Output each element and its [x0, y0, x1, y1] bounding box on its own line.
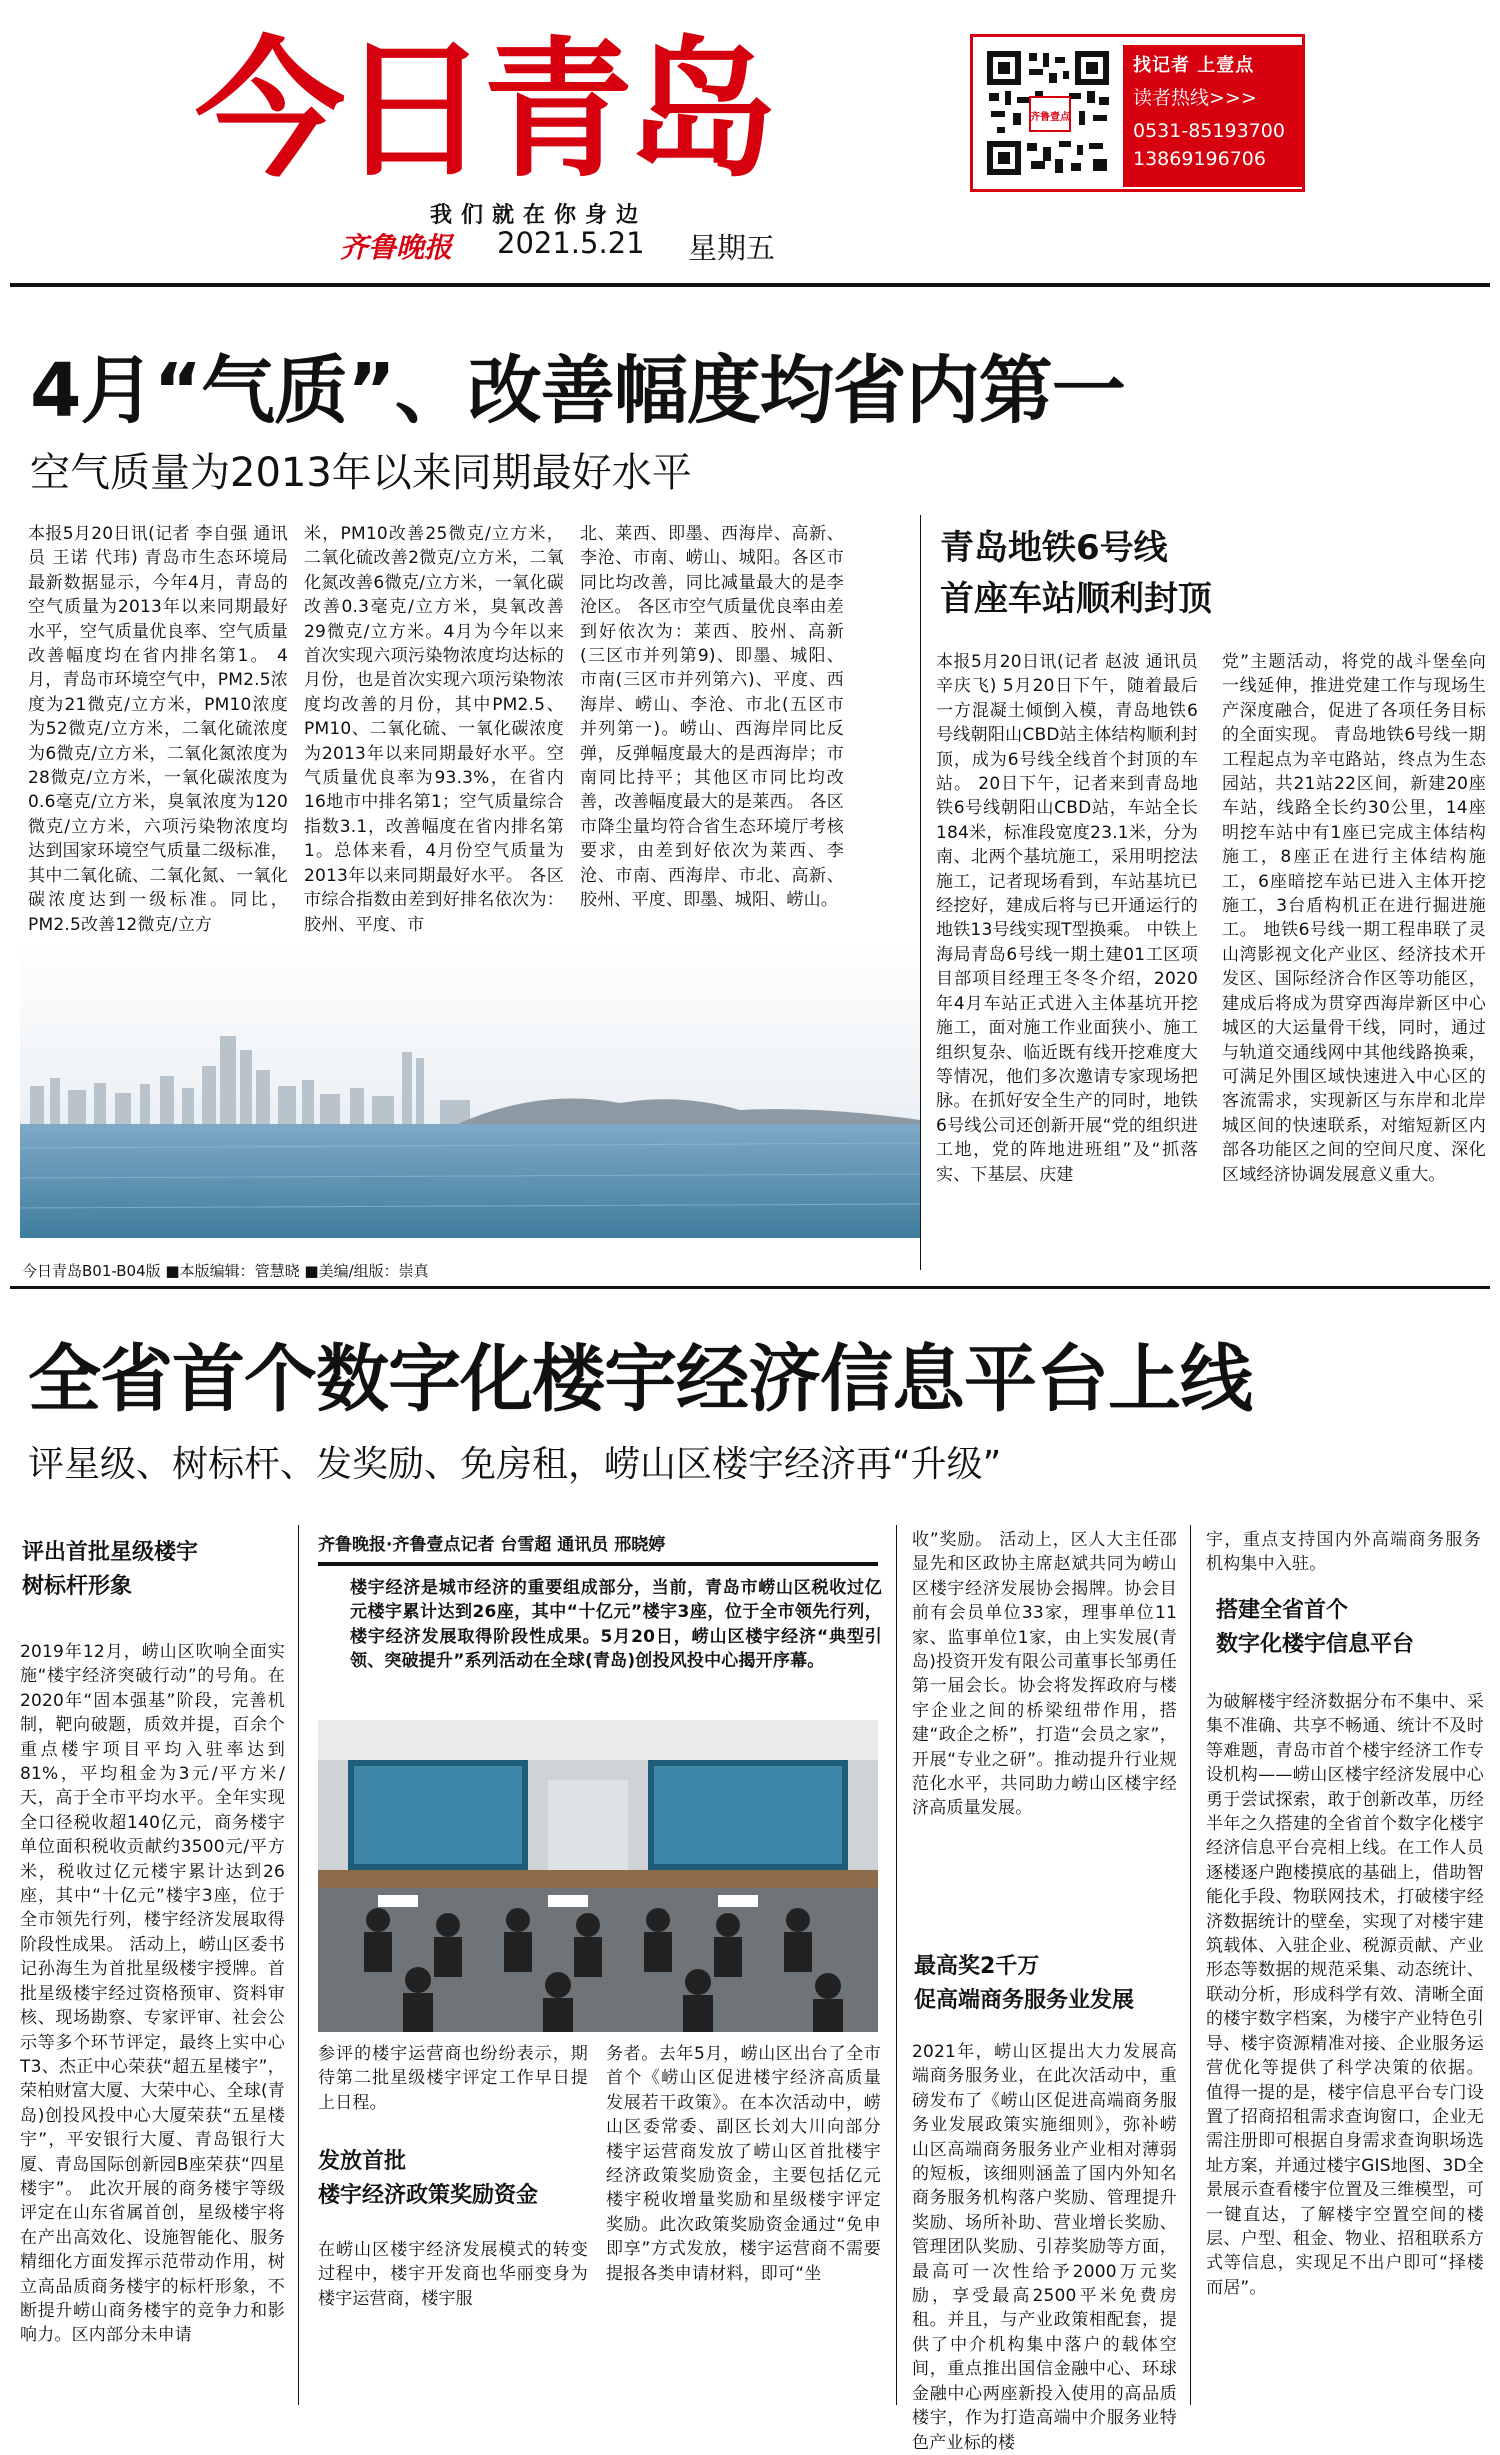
article1-subheadline: 空气质量为2013年以来同期最好水平 [30, 450, 692, 496]
section2-title-line1: 发放首批 [318, 2149, 407, 2174]
section4-title-line2: 数字化楼宇信息平台 [1216, 1632, 1415, 1657]
article1-column-2: 米，PM10改善25微克/立方米，二氧化硫改善2微克/立方米，二氧化氮改善6微克/立方米，一氧化碳改善0.3毫克/立方米，臭氧改善29微克/立方米。4月为今年以来首次实现六项污染物浓度均达标的月份，也是首次实现六项污染物浓度均改善的月份，其中PM2.5、PM10、二氧化硫、一氧化碳浓度为2013年以来同期最好水平。空气质量优良率为93.3%，在省内16地市中排名第1；空气质量综合指数3.1，改善幅度在省内排名第1。总体来看，4月份空气质量为2013年以来同期最好水平。 各区市综合指数由差到好排名依次为：胶州、平度、市 [304, 524, 564, 935]
square-icon: ■ [165, 1262, 180, 1280]
qr-code-icon [983, 47, 1113, 179]
article3-column-2-under-photo: 参评的楼宇运营商也纷纷表示，期待第二批星级楼宇评定工作早日提上日程。 [318, 2044, 588, 2113]
lead-rule [318, 1562, 878, 1566]
column-divider [896, 1525, 897, 2405]
square-icon: ■ [304, 1262, 319, 1280]
article2-column-1: 本报5月20日讯(记者 赵波 通讯员 辛庆飞) 5月20日下午，随着最后一方混凝土倾倒入模，青岛地铁6号线朝阳山CBD站主体结构顺利封顶，成为6号线全线首个封顶的车站。 20日下午，记者来到青岛地铁6号线朝阳山CBD站，车站全长184米，标准段宽度23.1米，分为南、北两个基坑施工，采用明挖法施工，记者现场看到，车站基坑已经挖好，建成后将与已开通运行的地铁13号线实现T型换乘。 中铁上海局青岛6号线一期土建01工区项目部项目经理王冬冬介绍，2020年4月车站正式进入主体基坑开挖施工，面对施工作业面狭小、施工组织复杂、临近既有线开挖难度大等情况，他们多次邀请专家现场把脉。在抓好安全生产的同时，地铁6号线公司还创新开展“党的组织进工地，党的阵地进班组”及“抓落实、下基层、庆建 [936, 652, 1198, 1185]
article3-headline: 全省首个数字化楼宇经济信息平台上线 [28, 1337, 1252, 1422]
article1-column-3: 北、莱西、即墨、西海岸、高新、李沧、市南、崂山、城阳。各区市同比均改善，同比减量最大的是李沧区。 各区市空气质量优良率由差到好依次为：莱西、胶州、高新(三区市并列第9)、即墨、城阳、市南(三区市并列第六)、平度、西海岸、崂山、李沧、市北(五区市并列第一)。崂山、西海岸同比反弹，反弹幅度最大的是西海岸；市南同比持平；其他区市同比均改善，改善幅度最大的是莱西。 各区市降尘量均符合省生态环境厅考核要求，由差到好依次为莱西、李沧、市南、西海岸、市北、高新、胶州、平度、即墨、城阳、崂山。 [580, 524, 844, 911]
hotline-phone-1: 0531-85193700 [1133, 120, 1285, 142]
article3-column-1: 2019年12月，崂山区吹响全面实施“楼宇经济突破行动”的号角。在2020年“固本强基”阶段，完善机制，靶向破题，质效并提，百余个重点楼宇项目平均入驻率达到81%，平均租金为3元/平方米/天，高于全市平均水平。全年实现全口径税收超140亿元，商务楼宇单位面积税收贡献约3500元/平方米，税收过亿元楼宇累计达到26座，其中“十亿元”楼宇3座，位于全市领先行列，楼宇经济发展取得阶段性成果。 活动上，崂山区委书记孙海生为首批星级楼宇授牌。首批星级楼宇经过资格预审、资料审核、现场勘察、专家评审、社会公示等多个环节评定，最终上实中心T3、杰正中心荣获“超五星楼宇”，荣柏财富大厦、大荣中心、全球(青岛)创投风投中心大厦荣获“五星楼宇”，平安银行大厦、青岛银行大厦、青岛国际创新园B座荣获“四星楼宇”。 此次开展的商务楼宇等级评定在山东省属首创，星级楼宇将在产出高效化、设施智能化、服务精细化方面发挥示范带动作用，树立高品质商务楼宇的标杆形象，不断提升崂山商务楼宇的竞争力和影响力。区内部分未申请 [20, 1642, 285, 2346]
edition-section: 今日青岛B01-B04版 [22, 1262, 161, 1280]
column-divider [298, 1525, 299, 2405]
hotline-phone-2: 13869196706 [1133, 148, 1266, 170]
masthead-title: 今日青岛 [195, 24, 772, 198]
article3-column-4-top: 宇，重点支持国内外高端商务服务机构集中入驻。 [1206, 1530, 1481, 1575]
reporter-link: 找记者 上壹点 [1133, 55, 1255, 76]
section3-title-line2: 促高端商务服务业发展 [914, 1988, 1135, 2013]
issue-weekday: 星期五 [688, 231, 776, 265]
article3-lead: 楼宇经济是城市经济的重要组成部分，当前，青岛市崂山区税收过亿元楼宇累计达到26座，其中“十亿元”楼宇3座，位于全市领先行列，楼宇经济发展取得阶段性成果。5月20日，崂山区楼宇经济“典型引领、突破提升”系列活动在全球(青岛)创投风投中心揭开序幕。 [350, 1578, 882, 1672]
article-divider [920, 515, 921, 1270]
skyline-photo [20, 938, 920, 1238]
hotline-panel [1123, 45, 1305, 187]
article1-column-1: 本报5月20日讯(记者 李自强 通讯员 王诺 代玮) 青岛市生态环境局最新数据显示，今年4月，青岛的空气质量为2013年以来同期最好水平，空气质量优良率、空气质量改善幅度均在省内排名第1。 4月，青岛市环境空气中，PM2.5浓度为21微克/立方米，PM10浓度为52微克/立方米，二氧化硫浓度为6微克/立方米，二氧化氮浓度为28微克/立方米，一氧化碳浓度为0.6毫克/立方米，臭氧浓度为120微克/立方米，六项污染物浓度均达到国家环境空气质量二级标准，其中二氧化硫、二氧化氮、一氧化碳浓度达到一级标准。同比，PM2.5改善12微克/立方 [28, 524, 288, 935]
edition-info [22, 1260, 429, 1281]
masthead-slogan: 我们就在你身边 [430, 203, 648, 228]
section-rule [10, 1286, 1490, 1289]
article2-column-2: 党”主题活动，将党的战斗堡垒向一线延伸，推进党建工作与现场生产深度融合，促进了各项任务目标的全面实现。 青岛地铁6号线一期工程起点为辛屯路站，终点为生态园站，共21站22区间，新建20座车站，线路全长约30公里，14座明挖车站中有1座已完成主体结构施工，8座正在进行主体结构施工，6座暗挖车站已进入主体开挖施工，3台盾构机正在进行掘进施工。 地铁6号线一期工程串联了灵山湾影视文化产业区、经济技术开发区、国际经济合作区等功能区，建成后将成为贯穿西海岸新区中心城区的大运量骨干线，同时，通过与轨道交通线网中其他线路换乘，可满足外围区域快速进入中心区的客流需求，实现新区与东岸和北岸城区间的快速联系，对缩短新区内部各功能区之间的空间尺度、深化区域经济协调发展意义重大。 [1222, 652, 1486, 1185]
article3-column-2b: 务者。去年5月，崂山区出台了全市首个《崂山区促进楼宇经济高质量发展若干政策》。在本次活动中，崂山区委常委、副区长刘大川向部分楼宇运营商发放了崂山区首批楼宇经济政策奖励资金，主要包括亿元楼宇税收增量奖励和星级楼宇评定奖励。此次政策奖励资金通过“免申即享”方式发放，楼宇运营商不需要提报各类申请材料，即可“坐 [606, 2044, 881, 2284]
section2-title-line2: 楼宇经济政策奖励资金 [318, 2183, 539, 2208]
article2-headline-line1: 青岛地铁6号线 [940, 528, 1168, 568]
article2-headline-line2: 首座车站顺利封顶 [940, 579, 1212, 619]
edition-editor: 本版编辑：管慧晓 [179, 1262, 300, 1280]
column-divider [1190, 1525, 1191, 2405]
section3-title-line1: 最高奖2千万 [914, 1954, 1040, 1979]
hotline-label: 读者热线>>> [1133, 87, 1257, 109]
qr-caption: 齐鲁壹点 [1030, 112, 1070, 123]
paper-name: 齐鲁晚报 [340, 231, 453, 264]
article3-column-3-bottom: 2021年，崂山区提出大力发展高端商务服务业，在此次活动中，重磅发布了《崂山区促进高端商务服务业发展政策实施细则》，弥补崂山区高端商务服务业产业相对薄弱的短板，该细则涵盖了国内外知名商务服务机构落户奖励、管理提升奖励、场所补助、营业增长奖励、管理团队奖励、引荐奖励等方面，最高可一次性给予2000万元奖励，享受最高2500平米免费房租。并且，与产业政策相配套，提供了中介机构集中落户的载体空间，重点推出国信金融中心、环球金融中心两座新投入使用的高品质楼宇，作为打造高端中介服务业特色产业标的楼 [912, 2042, 1177, 2453]
edition-designer: 美编/组版：崇真 [318, 1262, 429, 1280]
section4-title-line1: 搭建全省首个 [1216, 1598, 1349, 1623]
section1-title-line2: 树标杆形象 [22, 1574, 133, 1599]
contact-box [970, 34, 1305, 192]
article3-byline: 齐鲁晚报·齐鲁壹点记者 台雪超 通讯员 邢晓婷 [318, 1535, 666, 1555]
section1-title-line1: 评出首批星级楼宇 [22, 1540, 199, 1565]
article3-column-2-bottom: 在崂山区楼宇经济发展模式的转变过程中，楼宇开发商也华丽变身为楼宇运营商，楼宇服 [318, 2240, 588, 2309]
event-photo [318, 1720, 878, 2032]
article3-column-3-top: 收”奖励。 活动上，区人大主任邵显先和区政协主席赵斌共同为崂山区楼宇经济发展协会揭牌。协会目前有会员单位33家，理事单位11家、监事单位1家，由上实发展(青岛)投资开发有限公司董事长邹勇任第一届会长。协会将发挥政府与楼宇企业之间的桥梁纽带作用，搭建“政企之桥”，打造“会员之家”，开展“专业之研”。推动提升行业规范化水平，共同助力崂山区楼宇经济高质量发展。 [912, 1530, 1177, 1819]
masthead-rule [10, 283, 1490, 287]
issue-date: 2021.5.21 [497, 226, 645, 260]
article3-subheadline: 评星级、树标杆、发奖励、免房租，崂山区楼宇经济再“升级” [28, 1444, 1002, 1485]
article1-headline: 4月“气质”、改善幅度均省内第一 [30, 348, 1125, 434]
article3-column-4: 为破解楼宇经济数据分布不集中、采集不准确、共享不畅通、统计不及时等难题，青岛市首个楼宇经济工作专设机构——崂山区楼宇经济发展中心勇于尝试探索，敢于创新改革，历经半年之久搭建的全省首个数字化楼宇经济信息平台亮相上线。在工作人员逐楼逐户跑楼摸底的基础上，借助智能化手段、物联网技术，打破楼宇经济数据统计的壁垒，实现了对楼宇建筑载体、入驻企业、税源贡献、产业形态等数据的规范采集、动态统计、联动分析，形成科学有效、清晰全面的楼宇数字档案，为楼宇产业特色引导、楼宇资源精准对接、企业服务运营优化等提供了科学决策的依据。 值得一提的是，楼宇信息平台专门设置了招商招租需求查询窗口，企业无需注册即可根据自身需求查询职场选址方案，并通过楼宇GIS地图、3D全景展示查看楼宇位置及三维模型，可一键直达，了解楼宇空置空间的楼层、户型、租金、物业、招租联系方式等信息，实现足不出户即可“择楼而居”。 [1206, 1692, 1484, 2298]
